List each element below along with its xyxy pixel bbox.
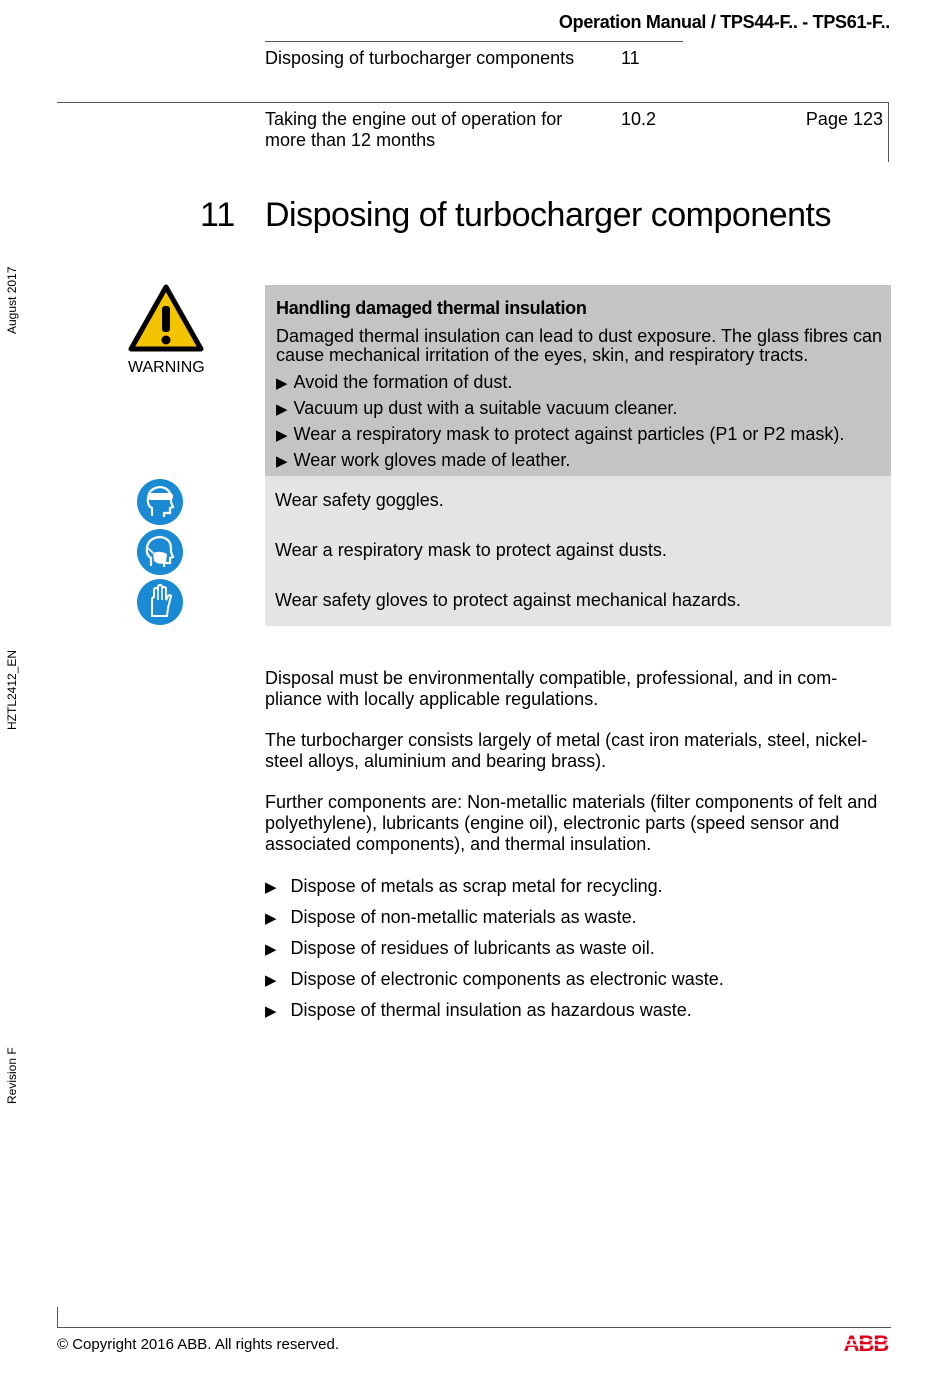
bullet-arrow-icon: ▶ bbox=[265, 910, 277, 927]
chapter-title: Disposing of turbocharger components bbox=[265, 196, 831, 234]
body-paragraph: Further components are: Non-metallic materials (filter components of felt and polyethylene), lubricants (engine oil), electronic parts (speed sensor and associated components), and thermal insulation. bbox=[265, 792, 878, 854]
safety-box bbox=[265, 476, 891, 626]
document-title: Operation Manual / TPS44-F.. - TPS61-F.. bbox=[558, 12, 890, 32]
safety-text-mask: Wear a respiratory mask to protect against dusts. bbox=[275, 540, 667, 560]
safety-goggles-icon bbox=[136, 478, 184, 526]
copyright-text: © Copyright 2016 ABB. All rights reserved. bbox=[57, 1336, 340, 1353]
disposal-instruction: ▶ Dispose of non-metallic materials as waste. bbox=[265, 907, 637, 927]
abb-logo bbox=[840, 1332, 892, 1354]
disposal-instruction: ▶ Dispose of electronic components as electronic waste. bbox=[265, 969, 724, 989]
bullet-arrow-icon: ▶ bbox=[265, 1003, 277, 1020]
bullet-arrow-icon: ▶ bbox=[265, 879, 277, 896]
disposal-instruction: ▶ Dispose of residues of lubricants as waste oil. bbox=[265, 938, 655, 958]
bullet-arrow-icon: ▶ bbox=[276, 427, 288, 444]
header-subsection-number: 10.2 bbox=[621, 109, 657, 129]
disposal-instruction: ▶ Dispose of thermal insulation as hazardous waste. bbox=[265, 1000, 692, 1020]
warning-label: WARNING bbox=[128, 359, 205, 376]
header-section-number: 11 bbox=[621, 48, 640, 68]
warning-box bbox=[265, 285, 891, 476]
bullet-arrow-icon: ▶ bbox=[265, 972, 277, 989]
warning-action: ▶ Avoid the formation of dust. bbox=[276, 372, 513, 392]
safety-text-gloves: Wear safety gloves to protect against mechanical hazards. bbox=[275, 590, 741, 610]
respiratory-mask-icon bbox=[136, 528, 184, 576]
warning-action: ▶ Wear work gloves made of leather. bbox=[276, 450, 571, 470]
bullet-arrow-icon: ▶ bbox=[265, 941, 277, 958]
disposal-instruction: ▶ Dispose of metals as scrap metal for recycling. bbox=[265, 876, 663, 896]
warning-action: ▶ Wear a respiratory mask to protect against particles (P1 or P2 mask). bbox=[276, 424, 845, 444]
warning-heading: Handling damaged thermal insulation bbox=[276, 298, 587, 318]
warning-text: Damaged thermal insulation can lead to dust exposure. The glass fibres can cause mechanical irritation of the eyes, skin, and respiratory tracts. bbox=[276, 326, 883, 365]
header-rule-long bbox=[57, 102, 889, 103]
warning-triangle-icon bbox=[128, 284, 204, 352]
header-subsection-text: Taking the engine out of operation for more than 12 months bbox=[265, 109, 563, 150]
bullet-arrow-icon: ▶ bbox=[276, 401, 288, 418]
margin-date: August 2017 bbox=[5, 266, 19, 334]
body-paragraph: The turbocharger consists largely of metal (cast iron materials, steel, nickel-steel alloys, aluminium and bearing brass). bbox=[265, 730, 868, 771]
body-paragraph: Disposal must be environmentally compatible, professional, and in com-pliance with locally applicable regulations. bbox=[265, 668, 838, 709]
header-rule-short bbox=[265, 41, 683, 42]
header-rule-vertical bbox=[888, 102, 889, 162]
margin-revision: Revision F bbox=[5, 1047, 19, 1104]
header-section-text: Disposing of turbocharger components bbox=[265, 48, 575, 68]
bullet-arrow-icon: ▶ bbox=[276, 453, 288, 470]
bullet-arrow-icon: ▶ bbox=[276, 375, 288, 392]
chapter-number: 11 bbox=[200, 196, 236, 234]
warning-action: ▶ Vacuum up dust with a suitable vacuum cleaner. bbox=[276, 398, 678, 418]
svg-text:ABB: ABB bbox=[843, 1332, 889, 1354]
footer-rule-vertical bbox=[57, 1307, 58, 1327]
page-number: Page 123 bbox=[805, 109, 883, 129]
safety-text-goggles: Wear safety goggles. bbox=[275, 490, 444, 510]
safety-gloves-icon bbox=[136, 578, 184, 626]
margin-doc-id: HZTL2412_EN bbox=[5, 649, 19, 730]
footer-rule bbox=[57, 1327, 891, 1328]
